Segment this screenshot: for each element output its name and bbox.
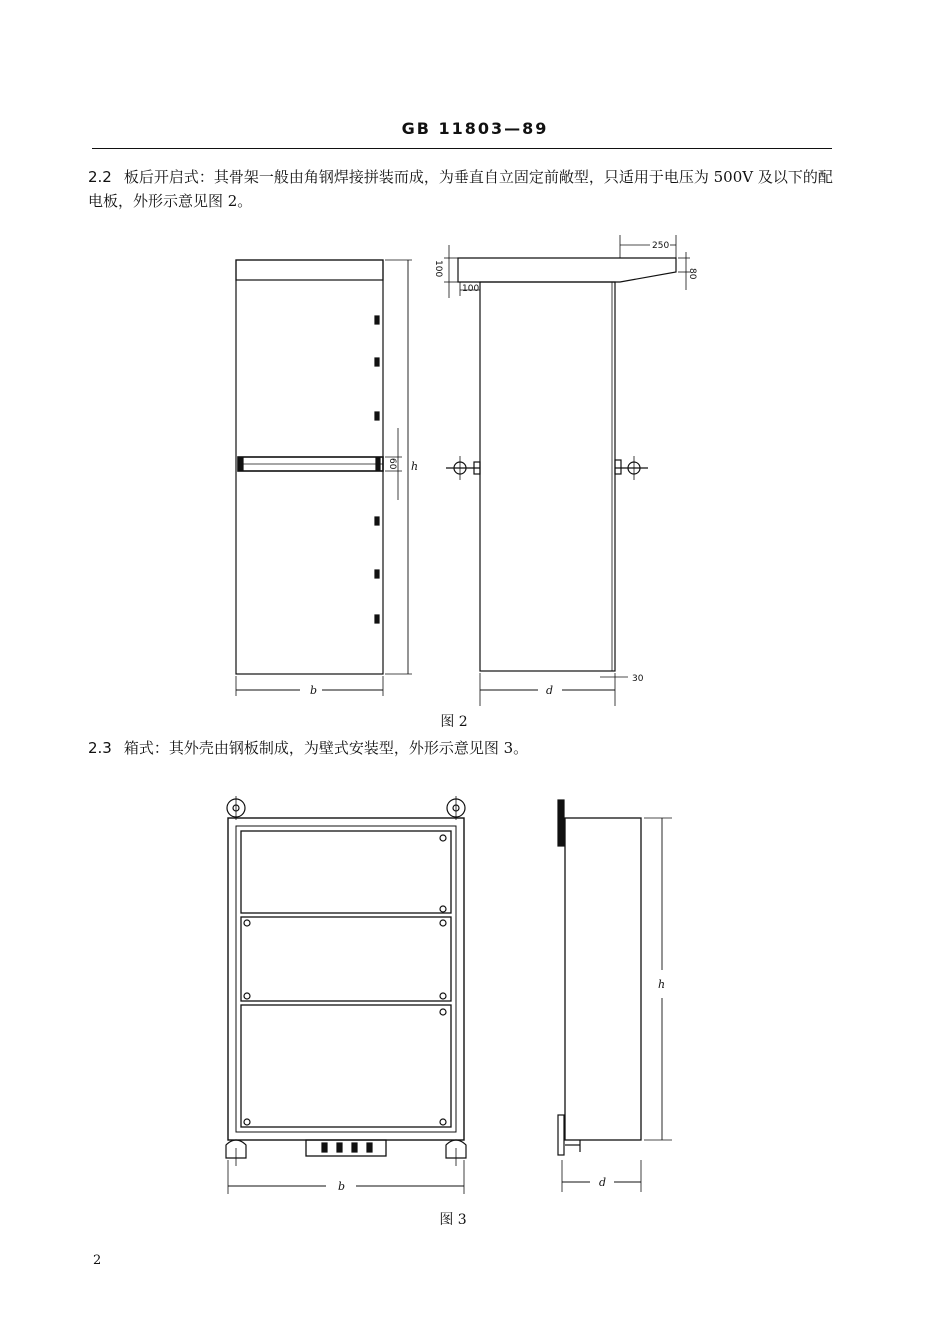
standard-header: GB 11803—89 <box>401 119 549 138</box>
fig2-label-60: 60 <box>387 458 397 470</box>
fig3-label-h: h <box>658 978 666 991</box>
figure-2-caption: 图 2 <box>440 714 468 730</box>
figure-3-side-view <box>558 800 672 1192</box>
section-text: 箱式：其外壳由钢板制成，为壁式安装型，外形示意见图 3。 <box>123 739 529 757</box>
fig2-label-b: b <box>310 684 318 697</box>
section-2-3 <box>88 736 833 760</box>
section-number: 2.3 <box>88 739 112 757</box>
fig2-label-80: 80 <box>687 268 697 280</box>
fig2-label-d: d <box>546 684 554 697</box>
fig2-label-30: 30 <box>632 674 644 684</box>
fig3-label-b: b <box>338 1180 346 1193</box>
page-number: 2 <box>93 1253 102 1268</box>
section-text: 板后开启式：其骨架一般由角钢焊接拼装而成，为垂直自立固定前敞型，只适用于电压为 500V 及以下的配电板，外形示意见图 2。 <box>88 168 833 210</box>
section-number: 2.2 <box>88 168 112 186</box>
fig2-label-h: h <box>411 460 419 473</box>
fig3-label-d: d <box>599 1176 607 1189</box>
figure-3-front-view <box>226 796 466 1194</box>
figure-2-side-view <box>444 235 690 706</box>
fig2-label-250: 250 <box>652 241 670 251</box>
figure-2-front-view <box>236 260 412 696</box>
fig2-label-100-top: 100 <box>433 260 443 278</box>
figure-3-caption: 图 3 <box>439 1212 467 1228</box>
fig2-label-100-inner: 100 <box>462 284 480 294</box>
